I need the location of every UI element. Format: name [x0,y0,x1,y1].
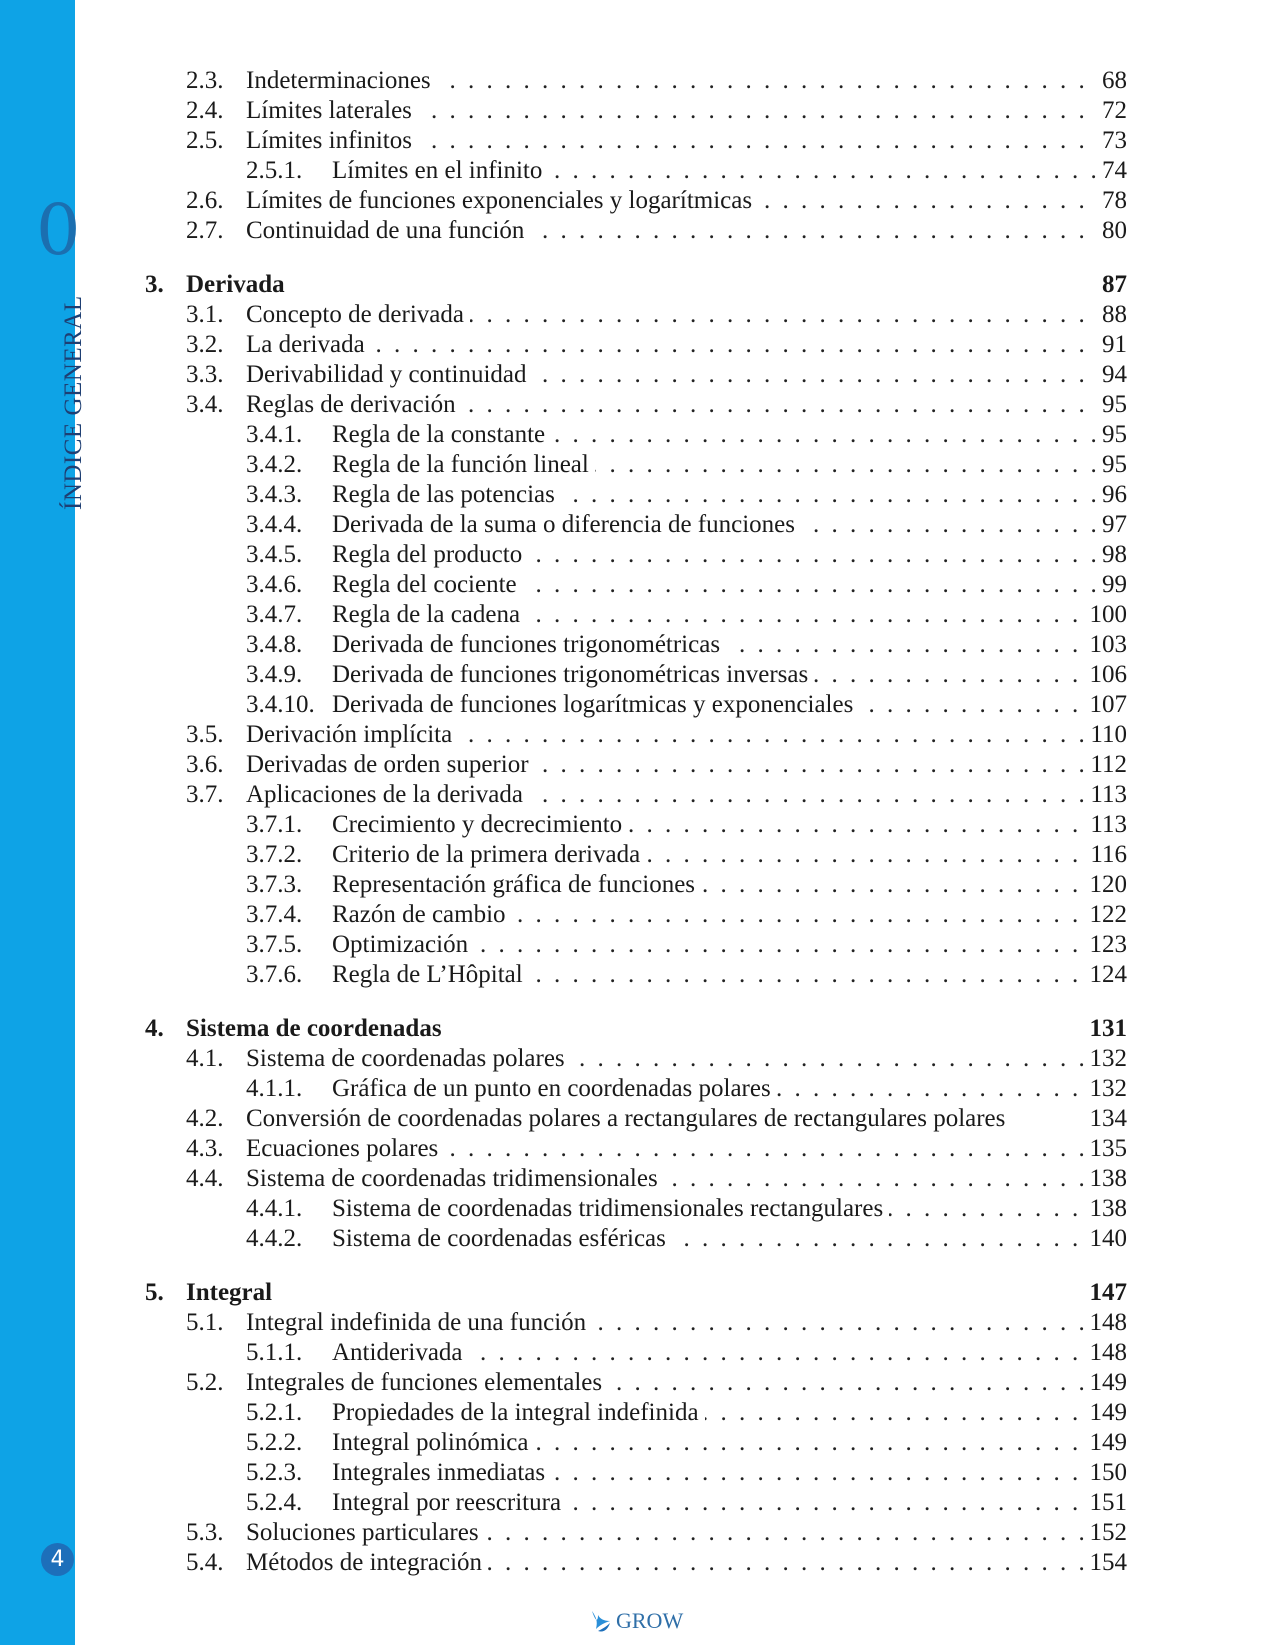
toc-entry-title: Integral por reescritura [332,1489,567,1516]
toc-entry-title: Derivada de funciones logarítmicas y exponenciales [332,691,859,718]
toc-entry-title: Derivada de la suma o diferencia de funciones [332,511,801,538]
toc-entry-title-line [332,930,1127,960]
toc-entry-page: 149 [1084,1368,1128,1398]
toc-entry-number: 3.7.5. [246,931,303,958]
toc-entry-title: Crecimiento y decrecimiento [332,811,628,838]
toc-entry-title: Aplicaciones de la derivada [246,781,529,808]
toc-chapter-entry[interactable] [145,1014,1127,1044]
toc-entry-title-line [246,96,1127,126]
toc-entry-title-line [332,156,1127,186]
toc-entry-title: Regla de la cadena [332,601,526,628]
toc-entry-page: 148 [1084,1308,1128,1338]
toc-entry-title-line [332,540,1127,570]
toc-entry-page: 122 [1084,900,1128,930]
toc-entry[interactable] [145,630,1127,660]
toc-entry[interactable] [145,330,1127,360]
toc-entry-title-line [246,390,1127,420]
toc-entry-page: 94 [1096,360,1127,390]
toc-entry-number: 3.7.6. [246,961,303,988]
toc-entry[interactable] [145,96,1127,126]
toc-entry-page: 95 [1096,420,1127,450]
toc-entry-page: 99 [1096,570,1127,600]
toc-entry-title: Límites laterales [246,97,418,124]
toc-entry-title: Razón de cambio [332,901,512,928]
toc-entry-number: 4. [145,1015,164,1042]
toc-entry-title: Conversión de coordenadas polares a rectangulares de rectangulares polares [246,1105,1011,1132]
toc-entry-page: 113 [1084,810,1127,840]
toc-entry-title: Soluciones particulares [246,1519,485,1546]
toc-entry-title-line [332,1428,1127,1458]
toc-entry-title-line [332,660,1127,690]
toc-entry-title: Derivadas de orden superior [246,751,535,778]
toc-entry[interactable] [145,126,1127,156]
toc-entry-title-line [332,1194,1127,1224]
toc-entry-title: Derivada [186,271,291,298]
toc-entry-title: Integrales de funciones elementales [246,1369,608,1396]
toc-entry-title: Regla de las potencias [332,481,561,508]
toc-entry-title-line [246,216,1127,246]
toc-entry-title: Límites de funciones exponenciales y logarítmicas [246,187,758,214]
toc-entry-title: Derivabilidad y continuidad [246,361,532,388]
toc-entry-title: Regla de L’Hôpital [332,961,529,988]
toc-entry[interactable] [145,600,1127,630]
footer-logo [590,1606,683,1636]
page-number-badge: 4 [41,1543,74,1576]
toc-entry-page: 88 [1096,300,1127,330]
toc-entry-title: Sistema de coordenadas [186,1015,448,1042]
toc-entry-page: 87 [1096,270,1127,300]
toc-entry-page: 73 [1096,126,1127,156]
toc-entry[interactable] [145,1458,1127,1488]
toc-entry-title-line [246,360,1127,390]
toc-entry-number: 5.3. [186,1519,224,1546]
toc-entry-title: Regla de la función lineal [332,451,595,478]
toc-entry-page: 132 [1084,1074,1128,1104]
toc-entry-title-line [186,1014,1127,1044]
toc-entry[interactable] [145,1164,1127,1194]
toc-chapter-entry[interactable] [145,1278,1127,1308]
toc-entry[interactable] [145,1518,1127,1548]
toc-entry-page: 140 [1084,1224,1128,1254]
toc-entry-number: 3.6. [186,751,224,778]
toc-entry-number: 5.2.4. [246,1489,303,1516]
toc-entry-number: 2.4. [186,97,224,124]
toc-entry-number: 5.1. [186,1309,224,1336]
toc-entry-title-line [332,1338,1127,1368]
toc-entry-title: Métodos de integración [246,1549,488,1576]
toc-entry-number: 3.4.1. [246,421,303,448]
toc-entry[interactable] [145,360,1127,390]
toc-entry[interactable] [145,510,1127,540]
toc-entry-title: Derivada de funciones trigonométricas [332,631,726,658]
toc-entry-page: 68 [1096,66,1127,96]
toc-entry-number: 2.3. [186,67,224,94]
toc-entry-page: 138 [1084,1164,1128,1194]
toc-entry-title-line [246,126,1127,156]
toc-entry-title-line [332,570,1127,600]
toc-entry-title-line [332,600,1127,630]
toc-entry-title-line [332,810,1127,840]
toc-entry-page: 131 [1084,1014,1128,1044]
toc-entry-number: 3.7.3. [246,871,303,898]
toc-entry-title-line [246,66,1127,96]
toc-entry-number: 5.4. [186,1549,224,1576]
toc-entry-title-line [186,270,1127,300]
toc-entry-number: 3.7.2. [246,841,303,868]
chapter-number: 0 [36,189,81,271]
toc-entry-page: 110 [1084,720,1127,750]
toc-entry[interactable] [145,1194,1127,1224]
toc-entry-number: 4.3. [186,1135,224,1162]
toc-entry-title-line [246,1518,1127,1548]
toc-entry-page: 97 [1096,510,1127,540]
toc-entry-title-line [246,330,1127,360]
toc-entry-title: Concepto de derivada [246,301,470,328]
toc-entry[interactable] [145,186,1127,216]
toc-entry-title-line [246,1308,1127,1338]
toc-entry-page: 148 [1084,1338,1128,1368]
toc-entry-number: 3.3. [186,361,224,388]
bird-logo-icon [590,1607,612,1635]
toc-entry-title-line [186,1278,1127,1308]
toc-entry[interactable] [145,960,1127,990]
toc-entry[interactable] [145,570,1127,600]
toc-entry[interactable] [145,750,1127,780]
toc-entry-title-line [332,960,1127,990]
toc-entry[interactable] [145,690,1127,720]
toc-entry-number: 3.4. [186,391,224,418]
toc-entry-number: 3. [145,271,164,298]
side-band [0,0,87,1645]
toc-entry-title-line [246,750,1127,780]
toc-entry[interactable] [145,1548,1127,1578]
toc-entry[interactable] [145,66,1127,96]
toc-entry-title-line [332,420,1127,450]
toc-entry-title-line [246,186,1127,216]
toc-entry[interactable] [145,450,1127,480]
toc-entry-number: 4.4.2. [246,1225,303,1252]
toc-entry-title: Sistema de coordenadas tridimensionales rectangulares [332,1195,889,1222]
toc-entry-number: 5. [145,1279,164,1306]
toc-entry-title: Regla del producto [332,541,528,568]
toc-entry-page: 91 [1096,330,1127,360]
toc-entry-number: 4.1. [186,1045,224,1072]
toc-entry-number: 3.1. [186,301,224,328]
toc-entry-page: 147 [1084,1278,1128,1308]
toc-entry-page: 72 [1096,96,1127,126]
toc-entry-page: 151 [1084,1488,1128,1518]
toc-entry-number: 5.2. [186,1369,224,1396]
toc-entry-title-line [246,780,1127,810]
toc-entry[interactable] [145,660,1127,690]
toc-chapter-entry[interactable] [145,270,1127,300]
toc-entry-title-line [332,510,1127,540]
toc-entry-title-line [246,1134,1127,1164]
toc-entry-number: 5.2.2. [246,1429,303,1456]
toc-entry[interactable] [145,1104,1127,1134]
toc-entry-title: Derivación implícita [246,721,458,748]
toc-entry-number: 4.2. [186,1105,224,1132]
toc-entry-title-line [332,450,1127,480]
toc-entry-title-line [246,1548,1127,1578]
section-title-vertical: ÍNDICE GENERAL [60,295,87,510]
toc-entry-title-line [246,1368,1127,1398]
toc-entry-page: 80 [1096,216,1127,246]
toc-entry-number: 3.7.1. [246,811,303,838]
toc-entry-title: Derivada de funciones trigonométricas inversas [332,661,814,688]
toc-entry-page: 100 [1084,600,1128,630]
toc-entry[interactable] [145,900,1127,930]
toc-entry-title: Integral polinómica [332,1429,534,1456]
toc-entry[interactable] [145,540,1127,570]
toc-entry[interactable] [145,1398,1127,1428]
toc-entry-number: 4.1.1. [246,1075,303,1102]
toc-entry-page: 150 [1084,1458,1128,1488]
toc-entry-title: Integral indefinida de una función [246,1309,592,1336]
toc-entry-number: 5.2.1. [246,1399,303,1426]
toc-entry[interactable] [145,780,1127,810]
toc-entry-title: Continuidad de una función [246,217,530,244]
toc-entry[interactable] [145,1074,1127,1104]
toc-entry-page: 74 [1096,156,1127,186]
toc-entry-title: La derivada [246,331,371,358]
toc-entry-title: Antiderivada [332,1339,469,1366]
toc-entry[interactable] [145,216,1127,246]
toc-entry-title-line [246,1104,1127,1134]
toc-entry[interactable] [145,1428,1127,1458]
toc-entry-page: 107 [1084,690,1128,720]
toc-entry[interactable] [145,300,1127,330]
toc-entry[interactable] [145,720,1127,750]
toc-entry-number: 4.4. [186,1165,224,1192]
toc-entry-title: Optimización [332,931,474,958]
toc-entry[interactable] [145,1308,1127,1338]
toc-entry-title: Sistema de coordenadas polares [246,1045,571,1072]
toc-entry-number: 3.4.8. [246,631,303,658]
toc-entry-number: 5.2.3. [246,1459,303,1486]
toc-entry-title-line [246,1044,1127,1074]
toc-entry-number: 2.5.1. [246,157,303,184]
toc-entry-title: Integrales inmediatas [332,1459,551,1486]
toc-entry-page: 154 [1084,1548,1128,1578]
toc-entry-number: 3.4.5. [246,541,303,568]
toc-entry-page: 103 [1084,630,1128,660]
toc-entry-title-line [332,1458,1127,1488]
toc-entry-title-line [332,1074,1127,1104]
toc-entry-title-line [246,720,1127,750]
toc-entry-page: 120 [1084,870,1128,900]
toc-entry[interactable] [145,930,1127,960]
toc-entry-page: 106 [1084,660,1128,690]
toc-entry-number: 2.6. [186,187,224,214]
toc-entry-title: Ecuaciones polares [246,1135,444,1162]
toc-entry-number: 3.4.3. [246,481,303,508]
toc-entry[interactable] [145,810,1127,840]
toc-entry-page: 95 [1096,450,1127,480]
toc-entry[interactable] [145,1134,1127,1164]
toc-entry-title-line [332,1488,1127,1518]
toc-entry-page: 149 [1084,1428,1128,1458]
toc-entry-number: 3.4.10. [246,691,315,718]
toc-entry[interactable] [145,840,1127,870]
toc-entry-title-line [332,480,1127,510]
toc-entry-title-line [332,870,1127,900]
toc-entry-title-line [332,840,1127,870]
toc-entry[interactable] [145,1338,1127,1368]
toc-entry-title: Integral [186,1279,278,1306]
toc-entry-title-line [246,300,1127,330]
toc-entry-page: 96 [1096,480,1127,510]
toc-entry[interactable] [145,390,1127,420]
toc-entry-page: 116 [1084,840,1127,870]
toc-entry-title: Límites infinitos [246,127,418,154]
toc-entry-page: 138 [1084,1194,1128,1224]
toc-entry[interactable] [145,156,1127,186]
toc-entry-page: 113 [1084,780,1127,810]
toc-entry-number: 3.4.7. [246,601,303,628]
toc-entry-page: 124 [1084,960,1128,990]
toc-entry-number: 3.4.2. [246,451,303,478]
toc-entry[interactable] [145,1224,1127,1254]
toc-entry-title-line [332,690,1127,720]
toc-entry-title: Indeterminaciones [246,67,437,94]
toc-entry-title: Gráfica de un punto en coordenadas polares [332,1075,777,1102]
toc-entry[interactable] [145,1368,1127,1398]
toc-entry-number: 5.1.1. [246,1339,303,1366]
toc-entry-title-line [332,1398,1127,1428]
toc-entry[interactable] [145,420,1127,450]
toc-entry-title: Propiedades de la integral indefinida [332,1399,705,1426]
toc-entry-page: 112 [1084,750,1127,780]
toc-entry-page: 123 [1084,930,1128,960]
brand-name: GROW [616,1608,684,1633]
toc-entry-title: Representación gráfica de funciones [332,871,701,898]
toc-entry-number: 4.4.1. [246,1195,303,1222]
toc-entry-title: Sistema de coordenadas esféricas [332,1225,672,1252]
toc-entry[interactable] [145,870,1127,900]
toc-entry-number: 2.7. [186,217,224,244]
toc-entry-number: 3.4.4. [246,511,303,538]
toc-entry-title-line [246,1164,1127,1194]
toc-entry-page: 135 [1084,1134,1128,1164]
toc-entry-page: 95 [1096,390,1127,420]
toc-entry-number: 3.5. [186,721,224,748]
toc-entry-title: Reglas de derivación [246,391,462,418]
toc-entry-page: 98 [1096,540,1127,570]
toc-entry-title-line [332,630,1127,660]
toc-entry-number: 2.5. [186,127,224,154]
toc-entry-title-line [332,1224,1127,1254]
toc-entry-page: 134 [1084,1104,1128,1134]
toc-entry-number: 3.7. [186,781,224,808]
toc-entry-number: 3.7.4. [246,901,303,928]
toc-entry-number: 3.2. [186,331,224,358]
toc-entry-number: 3.4.9. [246,661,303,688]
toc-entry-title: Regla de la constante [332,421,551,448]
toc-entry-title-line [332,900,1127,930]
toc-entry-title: Regla del cociente [332,571,523,598]
toc-entry[interactable] [145,480,1127,510]
toc-entry[interactable] [145,1488,1127,1518]
toc-entry-number: 3.4.6. [246,571,303,598]
toc-entry[interactable] [145,1044,1127,1074]
toc-entry-page: 152 [1084,1518,1128,1548]
toc-entry-page: 149 [1084,1398,1128,1428]
toc-entry-title: Límites en el infinito [332,157,548,184]
toc-entry-title: Criterio de la primera derivada [332,841,646,868]
toc-entry-title: Sistema de coordenadas tridimensionales [246,1165,664,1192]
toc-entry-page: 132 [1084,1044,1128,1074]
toc-entry-page: 78 [1096,186,1127,216]
